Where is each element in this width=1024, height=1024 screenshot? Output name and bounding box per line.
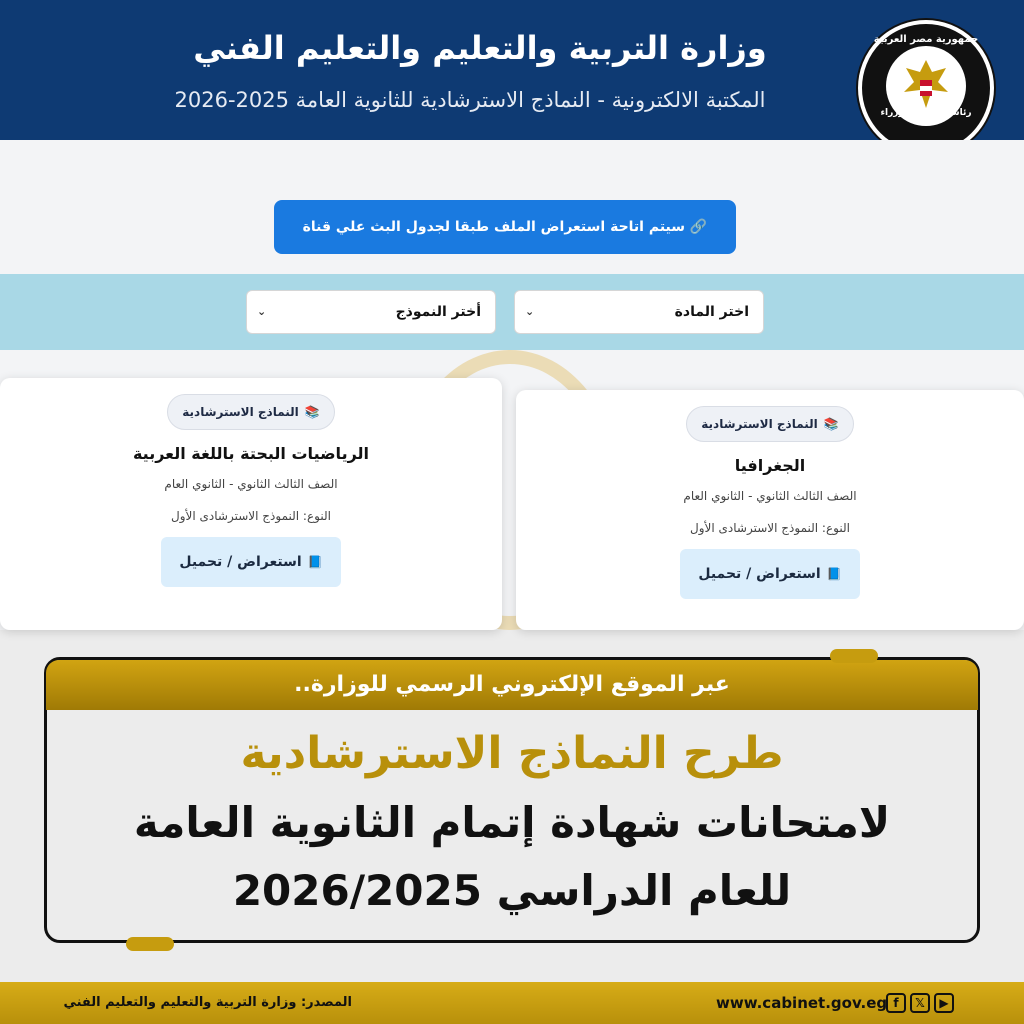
book-icon: 📘 <box>307 555 323 569</box>
website-link[interactable]: www.cabinet.gov.eg <box>716 994 888 1012</box>
card-grade: الصف الثالث الثانوي - الثانوي العام <box>164 477 338 491</box>
card-model-type: النوع: النموذج الاسترشادى الأول <box>690 521 850 535</box>
category-badge: 📚النماذج الاسترشادية <box>167 394 334 430</box>
seal-top-text: جمهورية مصر العربية <box>873 34 979 45</box>
cabinet-seal-logo <box>858 20 994 156</box>
seal-mid-text: رئاسة مجلس الوزراء <box>880 108 972 118</box>
broadcast-notice-button[interactable]: 🔗 سيتم اتاحة استعراض الملف طبقا لجدول البث علي قناة <box>274 200 736 254</box>
decorative-pill <box>830 649 878 663</box>
decorative-pill <box>126 937 174 951</box>
subject-select-label: اختر المادة <box>674 304 749 320</box>
source-credit: المصدر: وزارة التربية والتعليم والتعليم الفني <box>63 995 352 1010</box>
card-subject-title: الرياضيات البحتة باللغة العربية <box>132 444 370 463</box>
book-icon: 📘 <box>826 567 842 581</box>
youtube-icon[interactable]: ▶ <box>934 993 954 1013</box>
view-download-button[interactable]: 📘استعراض / تحميل <box>161 537 340 587</box>
model-select[interactable] <box>246 290 496 334</box>
card-grade: الصف الثالث الثانوي - الثانوي العام <box>683 489 857 503</box>
chevron-down-icon: ⌄ <box>257 305 267 318</box>
filter-bar <box>0 274 1024 350</box>
category-badge: 📚النماذج الاسترشادية <box>686 406 853 442</box>
announcement-banner: عبر الموقع الإلكتروني الرسمي للوزارة.. <box>46 660 978 710</box>
footer <box>0 982 1024 1024</box>
card-model-type: النوع: النموذج الاسترشادى الأول <box>171 509 331 523</box>
model-card <box>516 390 1024 630</box>
model-card <box>0 378 502 630</box>
view-download-button[interactable]: 📘استعراض / تحميل <box>680 549 859 599</box>
facebook-icon[interactable]: f <box>886 993 906 1013</box>
chevron-down-icon: ⌄ <box>525 305 535 318</box>
website-screenshot <box>0 140 1024 630</box>
announcement-headline: طرح النماذج الاسترشادية <box>240 728 784 779</box>
subject-select[interactable] <box>514 290 764 334</box>
books-icon: 📚 <box>823 417 839 431</box>
model-select-label: أختر النموذج <box>395 304 481 320</box>
page-title: وزارة التربية والتعليم والتعليم الفني <box>193 29 767 67</box>
announcement-line-2: لامتحانات شهادة إتمام الثانوية العامة <box>133 798 891 847</box>
books-icon: 📚 <box>304 405 320 419</box>
x-twitter-icon[interactable]: 𝕏 <box>910 993 930 1013</box>
card-subject-title: الجغرافيا <box>734 456 806 475</box>
announcement-line-3: للعام الدراسي 2026/2025 <box>232 866 792 915</box>
page-subtitle: المكتبة الالكترونية - النماذج الاسترشادية للثانوية العامة 2025-2026 <box>174 88 766 112</box>
